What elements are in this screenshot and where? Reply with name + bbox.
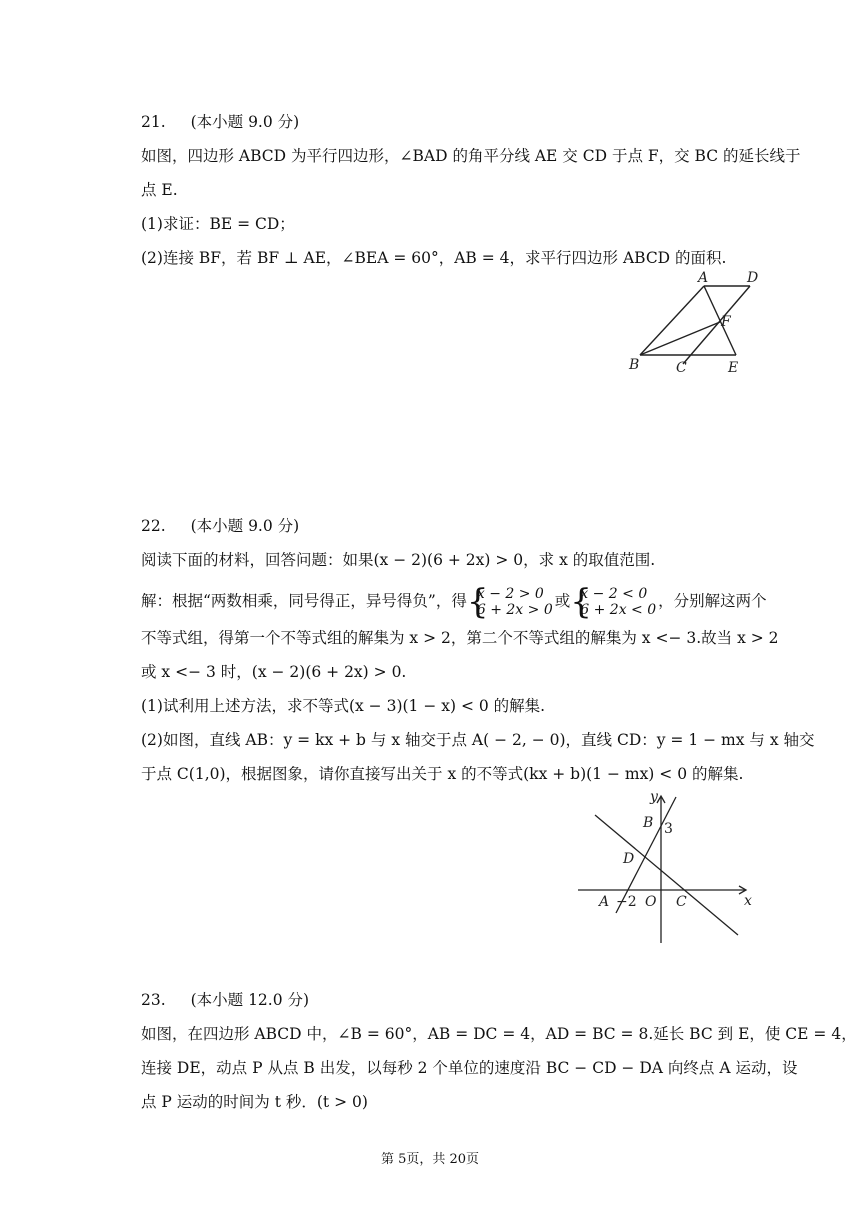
label-o: O (645, 894, 657, 910)
q21-header (141, 112, 299, 132)
label-neg2: −2 (616, 894, 637, 910)
system-2-row-1: { x − 2 < 0 (580, 586, 648, 602)
q22-header (141, 516, 299, 536)
inequality-system-1 (469, 586, 553, 618)
label-b: B (629, 357, 640, 373)
q23-line-1: 如图，在四边形 ABCD 中，∠B = 60°，AB = DC = 4，AD = BC = 8.延长 BC 到 E，使 CE = 4， (141, 1025, 857, 1043)
inequality-system-2 (572, 586, 656, 618)
label-y-axis: y (650, 789, 658, 805)
label-e: E (728, 360, 739, 376)
q21-number: 21. (141, 113, 166, 131)
q22-line-2-post: ，分别解这两个 (658, 592, 767, 610)
label-c: C (676, 894, 687, 910)
q22-figure (570, 785, 765, 950)
q22-points: (本小题 9.0 分) (190, 517, 300, 535)
q22-line-2-pre: 解：根据“两数相乘，同号得正，异号得负”，得 (141, 592, 467, 610)
label-d: D (623, 851, 635, 867)
q22-line-3: 不等式组，得第一个不等式组的解集为 x > 2，第二个不等式组的解集为 x <− 3.故当 x > 2 (141, 629, 779, 647)
q22-line-5: (1)试利用上述方法，求不等式(x − 3)(1 − x) < 0 的解集. (141, 697, 546, 715)
label-d: D (747, 270, 759, 286)
q23-points: (本小题 12.0 分) (190, 991, 310, 1009)
label-3: 3 (664, 821, 673, 837)
q21-line-2: 点 E. (141, 181, 178, 199)
q21-figure (620, 268, 770, 378)
system-1-row-1: { x − 2 > 0 (476, 586, 544, 602)
q22-line-6: (2)如图，直线 AB：y = kx + b 与 x 轴交于点 A( − 2, − 0)，直线 CD：y = 1 − mx 与 x 轴交 (141, 731, 815, 749)
label-a: A (599, 894, 610, 910)
segment-ae (704, 286, 736, 355)
segment-bf (640, 322, 720, 355)
label-f: F (721, 314, 731, 330)
label-c: C (676, 360, 687, 376)
label-x-axis: x (744, 893, 752, 909)
label-b: B (643, 815, 654, 831)
q22-line-7: 于点 C(1,0)，根据图象，请你直接写出关于 x 的不等式(kx + b)(1 − mx) < 0 的解集. (141, 765, 744, 783)
q21-line-1: 如图，四边形 ABCD 为平行四边形，∠BAD 的角平分线 AE 交 CD 于点 F，交 BC 的延长线于 (141, 147, 801, 165)
q22-line-2-mid: 或 (554, 592, 571, 610)
system-1-row-2: 6 + 2x > 0 (476, 602, 553, 618)
q22-line-4: 或 x <− 3 时，(x − 2)(6 + 2x) > 0. (141, 663, 407, 681)
q23-line-2: 连接 DE，动点 P 从点 B 出发，以每秒 2 个单位的速度沿 BC − CD − DA 向终点 A 运动，设 (141, 1059, 798, 1077)
q22-number: 22. (141, 517, 166, 535)
q23-number: 23. (141, 991, 166, 1009)
system-2-row-2: 6 + 2x < 0 (580, 602, 657, 618)
q21-line-3: (1)求证：BE = CD； (141, 215, 295, 233)
q21-points: (本小题 9.0 分) (190, 113, 300, 131)
page-footer: 第 5页，共 20页 (380, 1152, 480, 1167)
q23-header (141, 990, 309, 1010)
q22-line-1: 阅读下面的材料，回答问题：如果(x − 2)(6 + 2x) > 0，求 x 的取值范围. (141, 551, 656, 569)
q21-line-4: (2)连接 BF，若 BF ⊥ AE，∠BEA = 60°，AB = 4，求平行四边形 ABCD 的面积. (141, 249, 727, 267)
label-a: A (698, 270, 709, 286)
q23-line-3: 点 P 运动的时间为 t 秒．(t > 0) (141, 1093, 368, 1111)
q22-line-2 (141, 586, 767, 618)
segment-ab (640, 286, 704, 355)
